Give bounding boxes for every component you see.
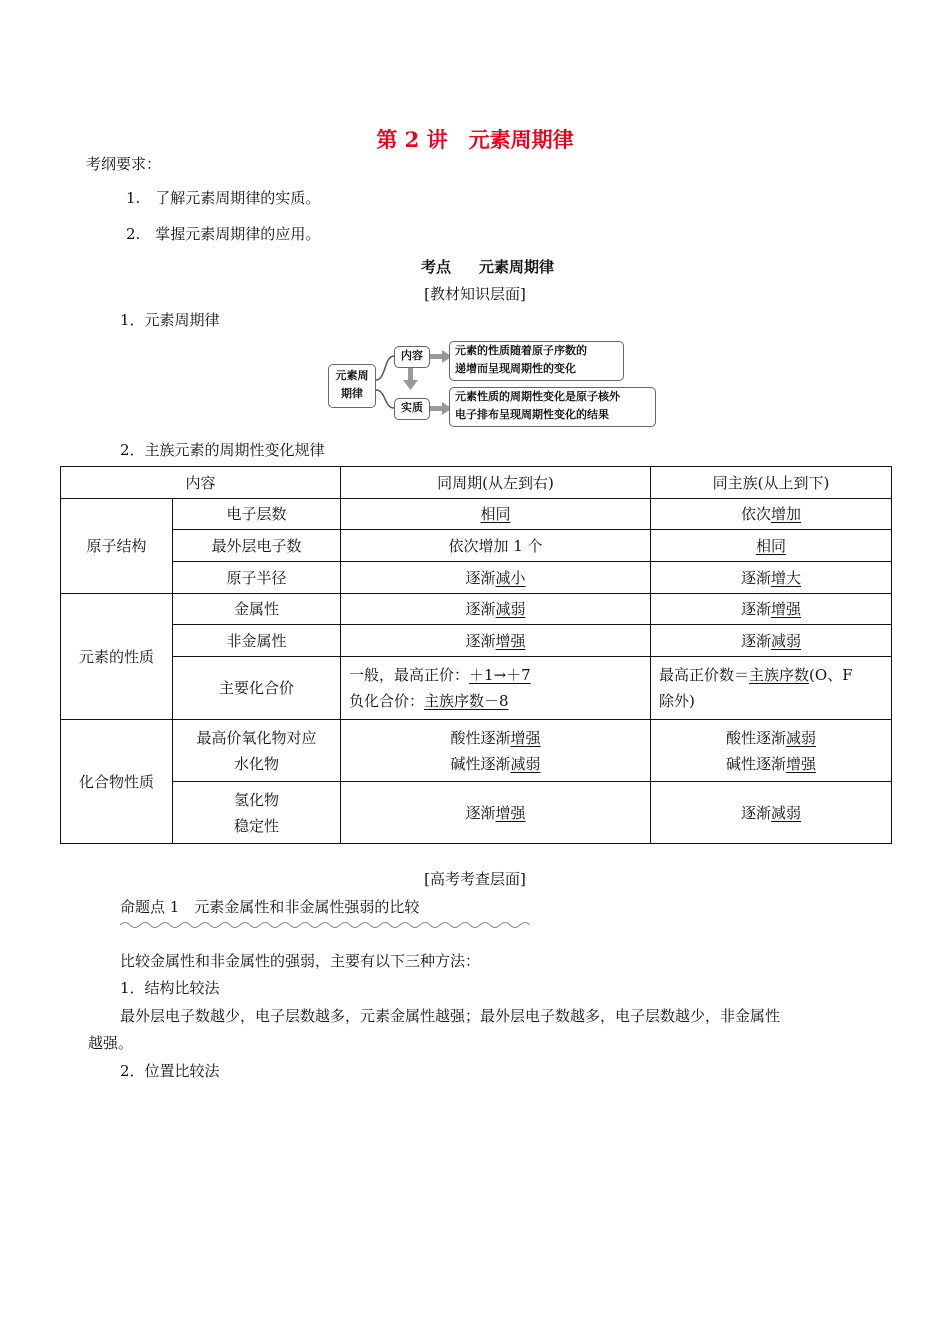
table-row [61,657,892,720]
diagram-content-node: 内容 [394,346,430,368]
table-row [61,499,892,530]
cell-period: 逐渐增强 [341,782,651,844]
table-row [61,562,892,594]
row-label: 非金属性 [173,625,341,657]
cell-group: 逐渐增强 [651,594,892,625]
row-label: 最外层电子数 [173,530,341,562]
cell-period: 酸性逐渐增强 碱性逐渐减弱 [341,720,651,782]
row-label: 氢化物 稳定性 [173,782,341,844]
row-label: 原子半径 [173,562,341,594]
section-title-b: 元素周期律 [479,258,555,276]
point-2-heading: 2．主族元素的周期性变化规律 [120,441,325,459]
cell-period: 逐渐增强 [341,625,651,657]
diagram-content-text: 元素的性质随着原子序数的 递增而呈现周期性的变化 [449,341,624,381]
table-row [61,530,892,562]
down-arrow-icon [403,380,418,390]
cell-group: 逐渐减弱 [651,782,892,844]
table-row [61,625,892,657]
cell-group: 酸性逐渐减弱 碱性逐渐增强 [651,720,892,782]
topic-heading: 命题点 1 元素金属性和非金属性强弱的比较 [120,898,420,916]
header-same-period: 同周期(从左到右) [341,467,651,499]
diagram-essence-node: 实质 [394,398,430,420]
cell-period: 逐渐减弱 [341,594,651,625]
row-label: 电子层数 [173,499,341,530]
periodic-trends-table [60,466,892,844]
page-title: 第 2 讲 元素周期律 [376,127,574,152]
row-label: 金属性 [173,594,341,625]
table-row [61,720,892,782]
cell-period: 依次增加 1 个 [341,530,651,562]
section-title-a: 考点 [421,258,452,276]
method-1-text: 最外层电子数越少，电子层数越多，元素金属性越强；最外层电子数越多，电子层数越少，非金属性 [120,1007,781,1025]
cell-group: 逐渐减弱 [651,625,892,657]
cell-group: 依次增加 [651,499,892,530]
table-header-row [61,467,892,499]
diagram-essence-text: 元素性质的周期性变化是原子核外 电子排布呈现周期性变化的结果 [449,387,656,427]
row-label: 主要化合价 [173,657,341,720]
method-2-heading: 2．位置比较法 [120,1062,220,1080]
row-label: 最高价氧化物对应 水化物 [173,720,341,782]
group-element-properties: 元素的性质 [61,594,173,720]
method-1-text-cont: 越强。 [88,1034,134,1052]
methods-intro: 比较金属性和非金属性的强弱，主要有以下三种方法： [120,952,481,970]
group-atomic-structure: 原子结构 [61,499,173,594]
textbook-level-heading: [教材知识层面] [424,285,526,303]
table-row [61,594,892,625]
diagram-root-node: 元素周 期律 [328,364,376,408]
cell-period: 相同 [341,499,651,530]
group-compound-properties: 化合物性质 [61,720,173,844]
cell-period: 逐渐减小 [341,562,651,594]
header-same-group: 同主族(从上到下) [651,467,892,499]
table-row [61,782,892,844]
cell-group: 最高正价数＝主族序数(O、F 除外) [651,657,892,720]
requirement-item: 2. 掌握元素周期律的应用。 [126,225,321,243]
point-1-heading: 1．元素周期律 [120,311,220,329]
exam-level-heading: [高考考查层面] [424,870,526,888]
requirement-item: 1. 了解元素周期律的实质。 [126,189,321,207]
cell-group: 逐渐增大 [651,562,892,594]
header-content: 内容 [61,467,341,499]
wavy-underline [120,918,530,932]
method-1-heading: 1．结构比较法 [120,979,220,997]
cell-group: 相同 [651,530,892,562]
requirements-heading: 考纲要求： [86,155,162,173]
cell-period: 一般，最高正价：＋1→＋7 负化合价：主族序数－8 [341,657,651,720]
